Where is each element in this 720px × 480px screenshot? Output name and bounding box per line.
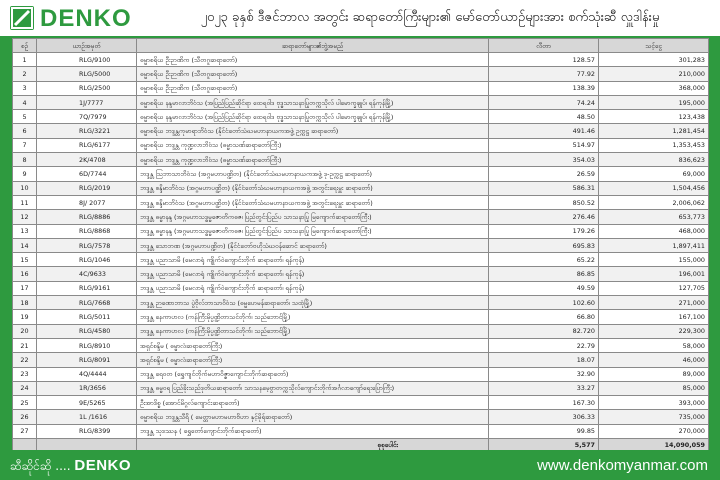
cell-no: 13 (13, 224, 37, 238)
cell-name: ဘဒ္ဒန္တ သောဘဏ (အဂ္ဂမဟာပဏ္ဍိတ) (နိုင်ငံတော်ဗဟိုသံဃဝန်ဆောင် ဆရာတော်) (137, 238, 489, 252)
table-row (13, 338, 709, 352)
cell-name: ဓမ္မာစရိယ ဦးဉာဏိက (သီတဂူဆရာတော်) (137, 67, 489, 81)
cell-name: ဓမ္မာစရိယ ဘဒ္ဒန္တကုမာရာဘိဝံသ (နိုင်ငံတော်သံဃမဟာနာယကအဖွဲ့ ဥက္ကဋ္ဌ ဆရာတော်) (137, 124, 489, 138)
cell-name: ဓမ္မာစရိယ ဘဒ္ဒန္တသီရိ ( မေတ္တာမဟာမဟာဗိဟာ နှင့်မိုရ်ဆရာတော်) (137, 410, 489, 424)
cell-name: ဓမ္မာစရိယ ဦးဉာဏိက (သီတဂူဆရာတော်) (137, 53, 489, 67)
table-row (13, 181, 709, 195)
cell-name: ဓမ္မာစရိယ ဘဒ္ဒန္တ ကုဏ္ဍလာဘိဝံသ (ဓမ္မာသဏ်ဆရာတော်ကြီး) (137, 138, 489, 152)
column-header-name: ဆရာတော်များ၏ဘွဲ့အမည် (137, 39, 489, 53)
cell-amount: 1,897,411 (599, 238, 709, 252)
cell-name: ဓမ္မာစရိယ နန္ဒမာလာဘိဝံသ (အပြည်ပြည်ဆိုင်ရာ ထေရဝါဒ ဗုဒ္ဓသာသနာပြုတက္ကသိုလ် ပါမောက္ခချုပ်၊ ရန်ကုန်မြို့) (137, 110, 489, 124)
table-row (13, 238, 709, 252)
cell-no: 17 (13, 281, 37, 295)
cell-no: 20 (13, 324, 37, 338)
footer-slogan (10, 457, 131, 476)
header (0, 0, 720, 36)
cell-liter: 179.26 (489, 224, 599, 238)
table-row (13, 310, 709, 324)
cell-no: 11 (13, 195, 37, 209)
cell-license: 9E/5265 (37, 396, 137, 410)
cell-no: 5 (13, 110, 37, 124)
total-liter: 5,577 (489, 439, 599, 452)
cell-liter: 695.83 (489, 238, 599, 252)
cell-no: 18 (13, 296, 37, 310)
total-amount: 14,090,059 (599, 439, 709, 452)
cell-no: 6 (13, 124, 37, 138)
cell-license: 8J/ 2077 (37, 195, 137, 209)
cell-name: အရှင်စန္ဒိမ ( ဓမ္မာလံဆရာတော်ကြီး) (137, 338, 489, 352)
cell-no: 2 (13, 67, 37, 81)
cell-license: RLG/7578 (37, 238, 137, 252)
cell-liter: 586.31 (489, 181, 599, 195)
donation-table-container (12, 38, 708, 450)
table-row (13, 153, 709, 167)
table-row (13, 53, 709, 67)
cell-name: ဘဒ္ဒန္တ သုဒဿန ( ရွှေတော်ကျောင်းတိုက်ဆရာတော်) (137, 424, 489, 438)
denko-logo-icon (10, 6, 34, 30)
cell-liter: 850.52 (489, 195, 599, 209)
table-header-row (13, 39, 709, 53)
cell-no: 10 (13, 181, 37, 195)
cell-amount: 2,006,062 (599, 195, 709, 209)
cell-amount: 85,000 (599, 381, 709, 395)
cell-name: ဓမ္မာစရိယ ဦးဉာဏိက (သီတဂူဆရာတော်) (137, 81, 489, 95)
table-row (13, 424, 709, 438)
cell-amount: 368,000 (599, 81, 709, 95)
table-body (13, 53, 709, 439)
total-label: စုစုပေါင်း (137, 439, 489, 452)
table-row (13, 367, 709, 381)
cell-no: 15 (13, 253, 37, 267)
cell-license: RLG/9100 (37, 53, 137, 67)
cell-amount: 123,438 (599, 110, 709, 124)
cell-no: 23 (13, 367, 37, 381)
cell-no: 14 (13, 238, 37, 252)
table-row (13, 396, 709, 410)
table-row (13, 296, 709, 310)
cell-license: 1J/7777 (37, 95, 137, 109)
cell-no: 12 (13, 210, 37, 224)
cell-liter: 354.03 (489, 153, 599, 167)
cell-liter: 26.59 (489, 167, 599, 181)
cell-license: RLG/8886 (37, 210, 137, 224)
column-header-liter: လီတာ (489, 39, 599, 53)
cell-name: ဘဒ္ဒန္တ စန္ဒိမာဘိဝံသ (အဂ္ဂမဟာပဏ္ဍိတ) (နိုင်ငံတော်သံဃမဟာနာယကအဖွဲ့ အတွင်းရေးမှူး ဆရာတော်) (137, 195, 489, 209)
cell-name: ဘဒ္ဒန္တ စန္ဒိမာဘိဝံသ (အဂ္ဂမဟာပဏ္ဍိတ) (နိုင်ငံတော်သံဃမဟာနာယကအဖွဲ့ အတွင်းရေးမှူး ဆရာတော်) (137, 181, 489, 195)
cell-name: ဘဒ္ဒန္တ ဉာဏောဘာသ ပွဲဗိုလ်ဘာသာဝိဝံသ (ဓမ္မဟေမန်ဆရာတော်၊ သထုံမြို့) (137, 296, 489, 310)
column-header-license: ယာဉ်အမှတ် (37, 39, 137, 53)
cell-liter: 22.79 (489, 338, 599, 352)
cell-amount: 271,000 (599, 296, 709, 310)
cell-no: 27 (13, 424, 37, 438)
table-row (13, 124, 709, 138)
cell-name: ဘဒ္ဒန္တ ဩဘာသာဘိဝံသ (အဂ္ဂမဟာပဏ္ဍိတ) (နိုင်ငံတော်သံဃမဟာနာယကအဖွဲ့ ဒု-ဥက္ကဋ္ဌ ဆရာတော်) (137, 167, 489, 181)
table-row (13, 224, 709, 238)
cell-license: RLG/5000 (37, 67, 137, 81)
table-row (13, 210, 709, 224)
cell-amount: 301,283 (599, 53, 709, 67)
table-row (13, 195, 709, 209)
cell-name: ဦးအာဒိစ္စ (အောင်မိဂ္ဂလ်ကျောင်းဆရာတော်) (137, 396, 489, 410)
cell-name: ဘဒ္ဒန္တ ဓမ္မာနန္ဒ (အဂ္ဂမဟာသဒ္ဓမ္မဇောတိကဓဇ၊ ပြည်တွင်းပြည်ပ သာသနာပြု မြကျောက်ဆရာတော်ကြီး) (137, 210, 489, 224)
table-row (13, 81, 709, 95)
slogan-brand: DENKO (74, 457, 132, 474)
table-row (13, 95, 709, 109)
cell-name: ဘဒ္ဒန္တ ဓမ္မဝရ ပြည်ခိုးသည်ဒုတိယဆရာတော်၊ သာသနမေ့ဗွာတက္ကသိုလ်ကျောင်းတိုက်အင်္ဂလာကျော်ရေးပြောကြီး) (137, 381, 489, 395)
cell-amount: 735,000 (599, 410, 709, 424)
cell-liter: 276.46 (489, 210, 599, 224)
cell-no: 22 (13, 353, 37, 367)
cell-liter: 49.59 (489, 281, 599, 295)
cell-amount: 155,000 (599, 253, 709, 267)
logo-text: DENKO (40, 5, 132, 32)
cell-amount: 393,000 (599, 396, 709, 410)
cell-name: ဘဒ္ဒန္တ ပညာသာမိ (မေလာရုံ ကျိုက်ဝဲကျောင်းတိုက် ဆရာတော်၊ ရန်ကုန်) (137, 267, 489, 281)
cell-no: 4 (13, 95, 37, 109)
cell-no: 16 (13, 267, 37, 281)
table-row (13, 324, 709, 338)
cell-name: အရှင်စန္ဒိမ ( ဓမ္မာလံဆရာတော်ကြီး) (137, 353, 489, 367)
cell-liter: 514.97 (489, 138, 599, 152)
cell-amount: 69,000 (599, 167, 709, 181)
cell-name: ဘဒ္ဒန္တ ပညာသာမိ (မေလာရုံ ကျိုက်ဝဲကျောင်းတိုက် ဆရာတော်၊ ရန်ကုန်) (137, 253, 489, 267)
cell-no: 1 (13, 53, 37, 67)
cell-license: RLG/6177 (37, 138, 137, 152)
cell-liter: 74.24 (489, 95, 599, 109)
footer (0, 450, 720, 480)
cell-license: RLG/2500 (37, 81, 137, 95)
cell-amount: 1,281,454 (599, 124, 709, 138)
column-header-no: စဉ် (13, 39, 37, 53)
cell-license: RLG/7668 (37, 296, 137, 310)
cell-amount: 468,000 (599, 224, 709, 238)
cell-amount: 229,300 (599, 324, 709, 338)
cell-liter: 128.57 (489, 53, 599, 67)
cell-license: 2K/4708 (37, 153, 137, 167)
cell-amount: 89,000 (599, 367, 709, 381)
cell-amount: 46,000 (599, 353, 709, 367)
cell-liter: 77.92 (489, 67, 599, 81)
cell-license: RLG/8868 (37, 224, 137, 238)
cell-amount: 836,623 (599, 153, 709, 167)
cell-no: 24 (13, 381, 37, 395)
cell-liter: 32.90 (489, 367, 599, 381)
cell-name: ဘဒ္ဒန္တ ပညာသာမိ (မေလာရုံ ကျိုက်ဝဲကျောင်းတိုက် ဆရာတော်၊ ရန်ကုန်) (137, 281, 489, 295)
cell-license: 4Q/4444 (37, 367, 137, 381)
cell-license: RLG/5011 (37, 310, 137, 324)
cell-license: RLG/4580 (37, 324, 137, 338)
cell-amount: 270,000 (599, 424, 709, 438)
cell-name: ဓမ္မာစရိယ နန္ဒမာလာဘိဝံသ (အပြည်ပြည်ဆိုင်ရာ ထေရဝါဒ ဗုဒ္ဓသာသနာပြုတက္ကသိုလ် ပါမောက္ခချုပ်၊ ရန်ကုန်မြို့) (137, 95, 489, 109)
cell-liter: 33.27 (489, 381, 599, 395)
cell-amount: 1,504,456 (599, 181, 709, 195)
cell-liter: 102.60 (489, 296, 599, 310)
cell-name: ဘဒ္ဒန္တ ဓမ္မာနန္ဒ (အဂ္ဂမဟာသဒ္ဓမ္မဇောတိကဓဇ၊ ပြည်တွင်းပြည်ပ သာသနာပြု မြကျောက်ဆရာတော်ကြီး) (137, 224, 489, 238)
cell-name: ဘဒ္ဒန္တ ရေဝတ (ရွှေကျင်တိုက်မဟာဝိဇ္ဇာကျောင်းတိုက်ဆရာတော်) (137, 367, 489, 381)
cell-liter: 491.46 (489, 124, 599, 138)
table-row (13, 381, 709, 395)
cell-license: 4C/9633 (37, 267, 137, 281)
cell-amount: 653,773 (599, 210, 709, 224)
cell-amount: 127,705 (599, 281, 709, 295)
cell-amount: 196,001 (599, 267, 709, 281)
cell-no: 3 (13, 81, 37, 95)
cell-amount: 58,000 (599, 338, 709, 352)
table-row (13, 281, 709, 295)
table-row (13, 110, 709, 124)
cell-liter: 66.80 (489, 310, 599, 324)
cell-license: RLG/3221 (37, 124, 137, 138)
cell-license: RLG/8091 (37, 353, 137, 367)
website-link[interactable]: www.denkomyanmar.com (537, 457, 708, 474)
table-row (13, 138, 709, 152)
table-row (13, 167, 709, 181)
slogan-prefix: ဆီဆိုင်ဆို .... (10, 459, 71, 473)
page-title: ၂၀၂၃ ခုနှစ် ဒီဇင်ဘာလ အတွင်း ဆရာတော်ကြီးများ၏ မော်တော်ယာဉ်များအား စက်သုံးဆီ လှူဒါန်းမှု (200, 10, 660, 25)
table-row (13, 353, 709, 367)
table-row (13, 267, 709, 281)
donation-table (12, 38, 709, 452)
cell-liter: 167.30 (489, 396, 599, 410)
cell-no: 7 (13, 138, 37, 152)
cell-no: 25 (13, 396, 37, 410)
cell-no: 8 (13, 153, 37, 167)
cell-license: RLG/8910 (37, 338, 137, 352)
cell-amount: 210,000 (599, 67, 709, 81)
table-row (13, 410, 709, 424)
column-header-amount: သင့်ငွေ (599, 39, 709, 53)
cell-amount: 195,000 (599, 95, 709, 109)
cell-liter: 18.07 (489, 353, 599, 367)
cell-liter: 306.33 (489, 410, 599, 424)
table-row (13, 253, 709, 267)
cell-license: 1R/3656 (37, 381, 137, 395)
cell-license: RLG/1046 (37, 253, 137, 267)
table-row (13, 67, 709, 81)
cell-name: ဘဒ္ဒန္တ နေကာပာလ (ကန်ကြီးမိုပ္ပဏ္ဍိတာသင်တိုက်၊ သည်ဘောင်မြို့) (137, 310, 489, 324)
cell-name: ဘဒ္ဒန္တ နေကာပာလ (ကန်ကြီးမိုပ္ပဏ္ဍိတာသင်တိုက်၊ သည်ဘောင်မြို့) (137, 324, 489, 338)
cell-amount: 1,353,453 (599, 138, 709, 152)
cell-no: 26 (13, 410, 37, 424)
cell-liter: 99.85 (489, 424, 599, 438)
cell-license: 7Q/7979 (37, 110, 137, 124)
cell-license: 1L /1616 (37, 410, 137, 424)
cell-no: 9 (13, 167, 37, 181)
cell-liter: 82.720 (489, 324, 599, 338)
cell-liter: 138.39 (489, 81, 599, 95)
cell-liter: 65.22 (489, 253, 599, 267)
cell-no: 19 (13, 310, 37, 324)
cell-liter: 86.85 (489, 267, 599, 281)
cell-license: RLG/2019 (37, 181, 137, 195)
cell-license: 6D/7744 (37, 167, 137, 181)
cell-name: ဓမ္မာစရိယ ဘဒ္ဒန္တ ကုဏ္ဍလာဘိဝံသ (ဓမ္မာသဏ်ဆရာတော်ကြီး) (137, 153, 489, 167)
cell-amount: 167,100 (599, 310, 709, 324)
cell-license: RLG/8399 (37, 424, 137, 438)
cell-liter: 48.50 (489, 110, 599, 124)
cell-no: 21 (13, 338, 37, 352)
cell-license: RLG/9161 (37, 281, 137, 295)
